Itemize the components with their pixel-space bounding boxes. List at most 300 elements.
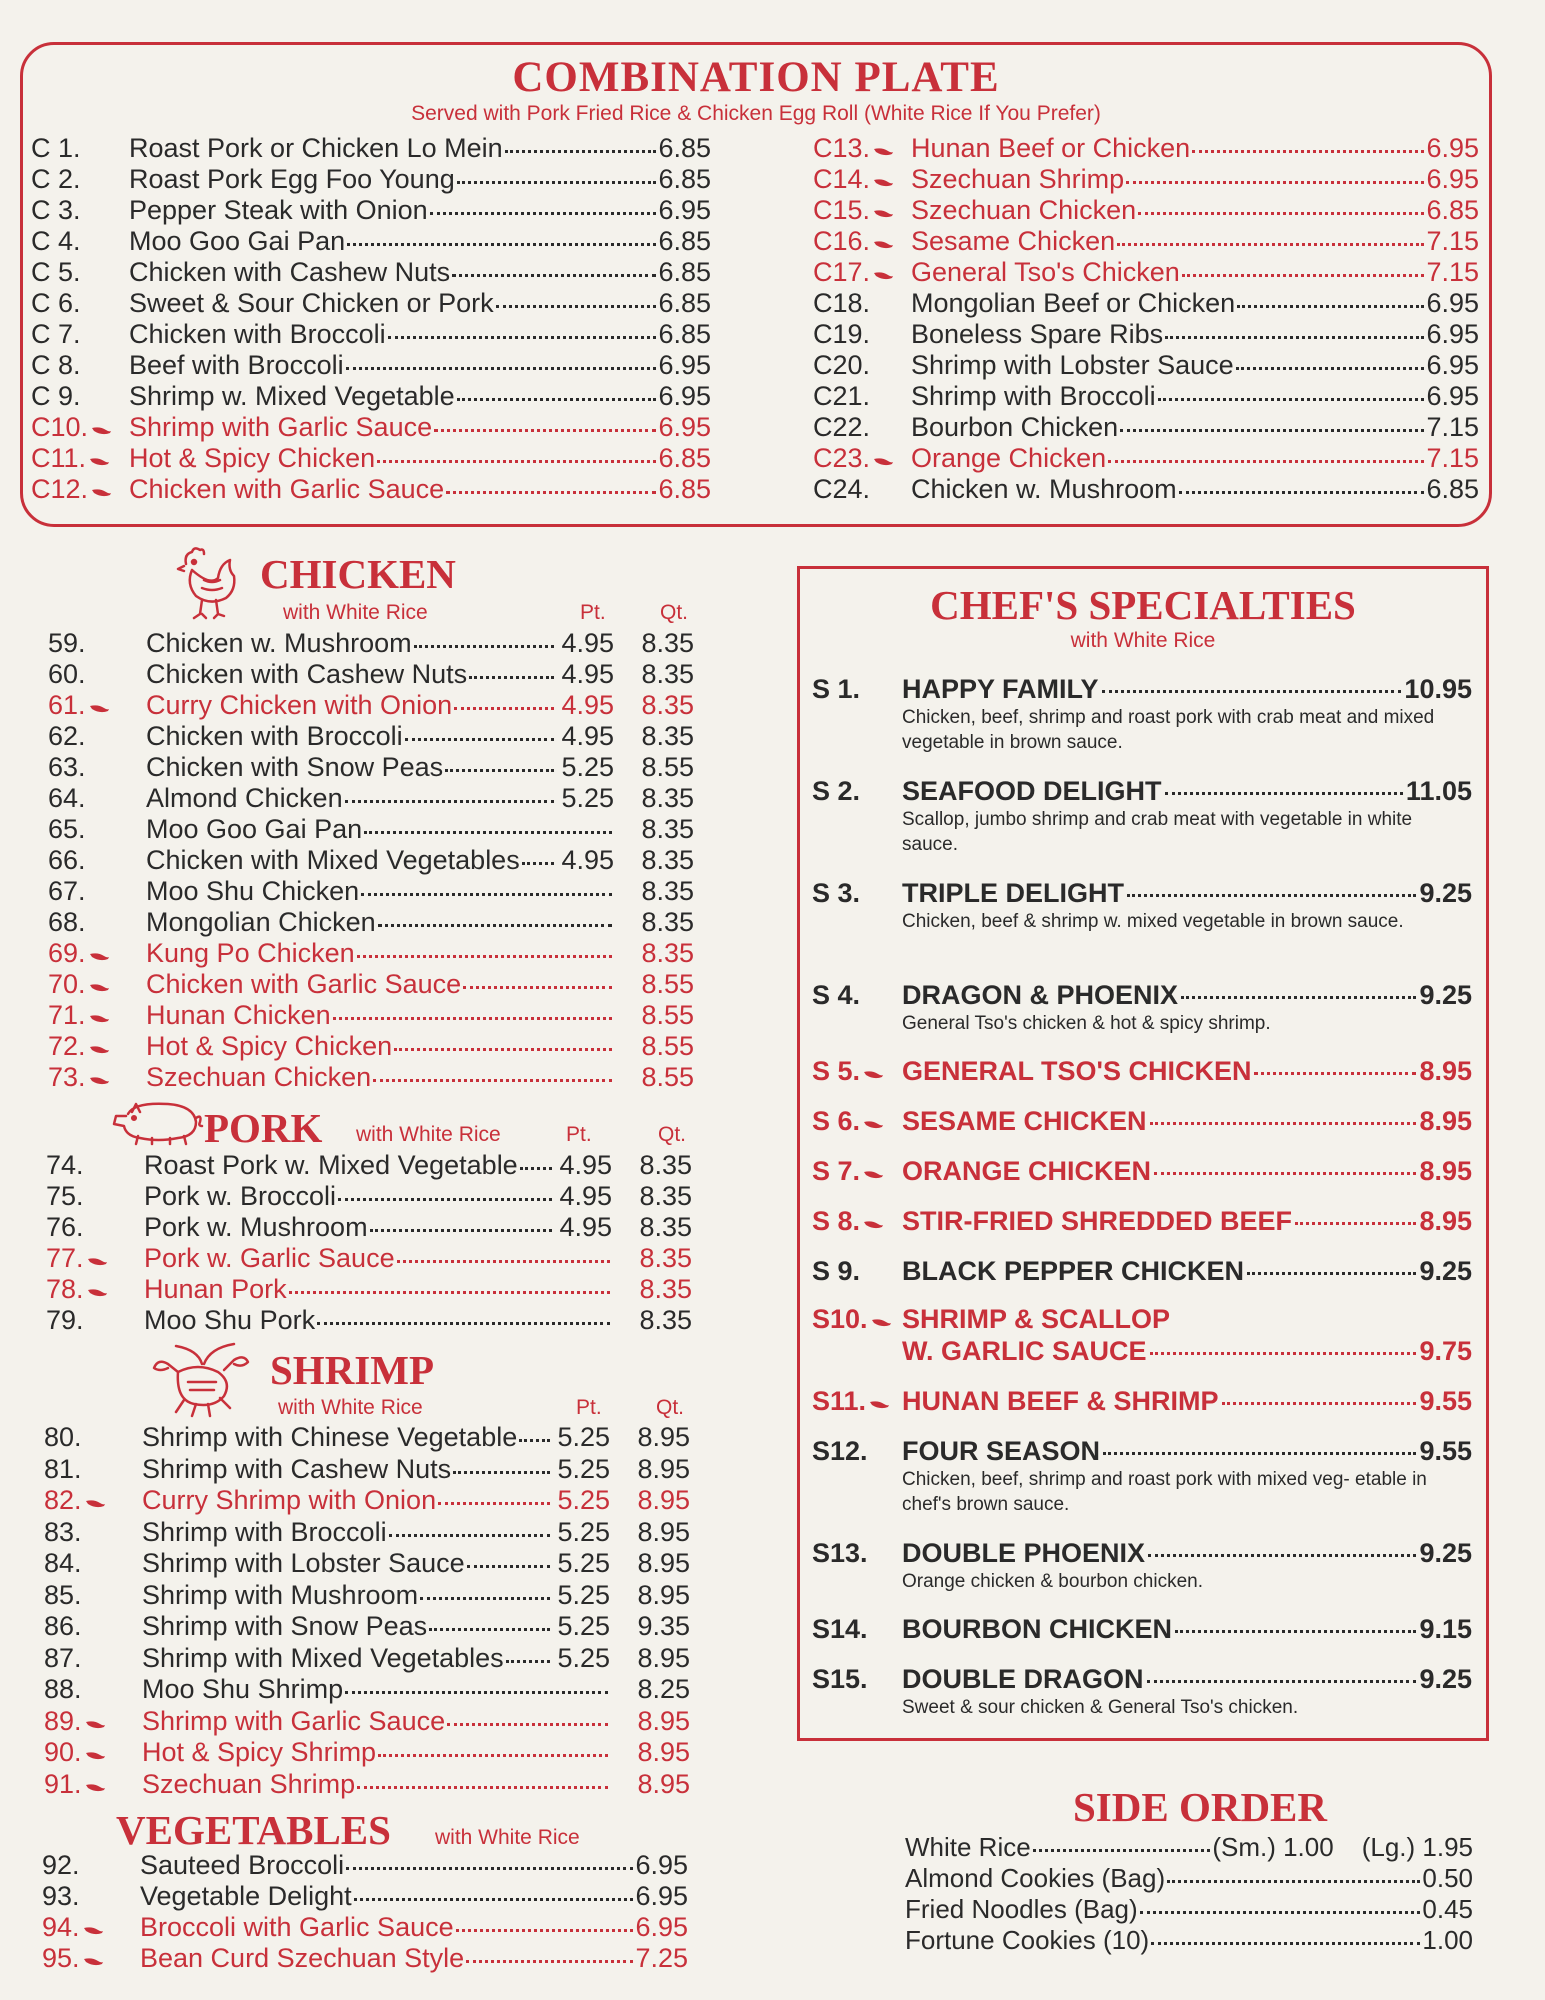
item-price: 6.95: [1426, 164, 1479, 194]
leader-dots: [1140, 1911, 1421, 1914]
item-name: Chicken with Cashew Nuts: [129, 257, 451, 287]
chef-item-row: [812, 1303, 1472, 1335]
item-quart-price: 8.95: [637, 1548, 690, 1578]
pepper-icon: [88, 1043, 110, 1055]
side-item: [905, 1894, 1473, 1925]
item-price: 6.85: [658, 164, 711, 194]
item-name: Bean Curd Szechuan Style: [140, 1943, 465, 1973]
leader-dots: [1182, 274, 1425, 277]
pepper-icon: [872, 238, 894, 250]
item-price: 6.95: [1426, 350, 1479, 380]
item-description: Chicken, beef, shrimp and roast pork with crab meat and mixed vegetable in brown sauce.: [902, 707, 1435, 753]
shrimp-item: [44, 1769, 690, 1801]
item-pint-price: 4.95: [561, 690, 614, 720]
lobster-icon: [148, 1342, 256, 1420]
item-price: 6.95: [635, 1912, 688, 1942]
chicken-pt-header: Pt.: [580, 601, 606, 624]
shrimp-qt-header: Qt.: [656, 1396, 685, 1419]
item-pint-price: 5.25: [557, 1516, 610, 1547]
shrimp-item: [44, 1548, 690, 1580]
combo-item: [31, 319, 711, 350]
chef-item-row: [812, 979, 1472, 1011]
shrimp-pt-header: Pt.: [576, 1396, 602, 1419]
pepper-icon: [872, 176, 894, 188]
item-pint-price: 5.25: [557, 1611, 610, 1641]
item-name: Hunan Chicken: [146, 1000, 331, 1030]
chicken-title: CHICKEN: [260, 551, 456, 597]
chicken-item: [48, 876, 694, 907]
pepper-icon: [88, 1012, 110, 1024]
item-name: Hot & Spicy Chicken: [129, 443, 376, 473]
item-code: 94.: [42, 1912, 140, 1943]
item-code: C19.: [813, 319, 871, 349]
item-name: Shrimp with Snow Peas: [142, 1611, 428, 1641]
item-name: DRAGON & PHOENIX: [902, 980, 1179, 1010]
item-quart-price: 8.35: [639, 1305, 692, 1335]
leader-dots: [357, 1786, 608, 1789]
item-price: 6.95: [658, 195, 711, 225]
item-code: 68.: [48, 907, 86, 937]
leader-dots: [434, 429, 656, 432]
item-code: 82.: [44, 1485, 142, 1517]
item-name: Shrimp with Lobster Sauce: [142, 1548, 465, 1578]
shrimp-item: [44, 1517, 690, 1549]
leader-dots: [389, 1534, 550, 1537]
leader-dots: [430, 212, 657, 215]
item-name: Chicken with Cashew Nuts: [146, 659, 468, 689]
item-price: 6.85: [658, 226, 711, 256]
item-pint-price: 5.25: [557, 1579, 610, 1610]
leader-dots: [378, 1754, 608, 1757]
leader-dots: [345, 1691, 608, 1694]
leader-dots: [370, 1229, 552, 1232]
item-name: TRIPLE DELIGHT: [902, 878, 1124, 908]
item-price: 9.15: [1419, 1614, 1472, 1644]
item-price: 6.85: [658, 474, 711, 504]
leader-dots: [364, 831, 612, 834]
item-name: Shrimp with Chinese Vegetable: [142, 1422, 518, 1452]
item-price: 6.85: [658, 288, 711, 318]
item-name: Beef with Broccoli: [129, 350, 344, 380]
item-code: S 6.: [812, 1105, 902, 1137]
chef-item-row: [812, 877, 1472, 909]
pork-item: [46, 1274, 692, 1305]
item-code: 70.: [48, 969, 146, 1000]
item-description: Chicken, beef & shrimp w. mixed vegetable in brown sauce.: [902, 911, 1404, 932]
pepper-icon: [862, 1118, 884, 1130]
item-pint-price: 5.25: [557, 1485, 610, 1515]
item-quart-price: 8.55: [641, 752, 694, 782]
item-name: ORANGE CHICKEN: [902, 1156, 1152, 1186]
chef-item: [812, 1435, 1472, 1517]
combo-item: [31, 288, 711, 319]
leader-dots: [346, 367, 657, 370]
item-code: 84.: [44, 1548, 82, 1578]
item-quart-price: 8.95: [637, 1516, 690, 1547]
item-code: 81.: [44, 1453, 82, 1484]
item-price: 6.95: [658, 381, 711, 411]
item-code: C12.: [31, 474, 129, 505]
leader-dots: [453, 1471, 550, 1474]
combination-title: COMBINATION PLATE: [512, 54, 1000, 101]
item-name: STIR-FRIED SHREDDED BEEF: [902, 1206, 1293, 1236]
pork-item: [46, 1212, 692, 1243]
shrimp-subtitle: with White Rice: [278, 1396, 423, 1419]
item-name: Shrimp with Garlic Sauce: [142, 1705, 446, 1736]
leader-dots: [1108, 460, 1424, 463]
item-code: C24.: [813, 474, 871, 504]
pork-qt-header: Qt.: [658, 1123, 687, 1146]
chicken-item: [48, 938, 694, 969]
item-code: C 1.: [31, 133, 81, 163]
pig-icon: [108, 1096, 204, 1146]
item-price: 8.95: [1419, 1056, 1472, 1086]
leader-dots: [506, 1660, 550, 1663]
item-pint-price: 5.25: [561, 783, 614, 813]
pepper-icon: [84, 1497, 106, 1509]
vegetable-item: [42, 1912, 688, 1943]
item-code: S 3.: [812, 878, 861, 908]
leader-dots: [496, 305, 657, 308]
combo-item: [813, 164, 1479, 195]
item-quart-price: 8.35: [641, 814, 694, 844]
shrimp-item: [44, 1737, 690, 1769]
leader-dots: [1192, 150, 1424, 153]
leader-dots: [354, 1898, 634, 1901]
item-name: Moo Shu Chicken: [146, 876, 360, 906]
pork-list: [46, 1150, 692, 1336]
pepper-icon: [84, 1718, 106, 1730]
vegetables-subtitle: with White Rice: [435, 1826, 580, 1849]
item-code: C14.: [813, 164, 911, 195]
item-quart-price: 8.55: [641, 1031, 694, 1061]
leader-dots: [377, 460, 656, 463]
leader-dots: [1150, 1122, 1417, 1125]
item-name: BOURBON CHICKEN: [902, 1614, 1172, 1644]
item-code: C22.: [813, 412, 871, 442]
pepper-icon: [82, 1955, 104, 1967]
leader-dots: [445, 769, 554, 772]
item-name: DOUBLE DRAGON: [902, 1664, 1144, 1694]
combo-item: [31, 195, 711, 226]
shrimp-item: [44, 1580, 690, 1612]
item-name: Sweet & Sour Chicken or Pork: [129, 288, 494, 318]
leader-dots: [1103, 1452, 1416, 1455]
item-name: Chicken w. Mushroom: [146, 628, 412, 658]
leader-dots: [446, 491, 656, 494]
chicken-item: [48, 845, 694, 876]
side-item: [905, 1863, 1473, 1894]
chef-item: [812, 1155, 1472, 1187]
leader-dots: [317, 1322, 610, 1325]
item-code: 60.: [48, 659, 86, 689]
combo-item: [813, 443, 1479, 474]
chef-item: [812, 979, 1472, 1036]
item-quart-price: 8.95: [637, 1768, 690, 1799]
combo-item: [31, 381, 711, 412]
chicken-item: [48, 1062, 694, 1093]
item-price: 6.95: [1426, 133, 1479, 163]
item-name: Shrimp w. Mixed Vegetable: [129, 381, 455, 411]
pepper-icon: [82, 1924, 104, 1936]
item-code: 77.: [46, 1243, 144, 1274]
pork-item: [46, 1305, 692, 1336]
pepper-icon: [86, 1255, 108, 1267]
item-quart-price: 8.95: [637, 1705, 690, 1736]
chicken-item: [48, 721, 694, 752]
item-quart-price: 8.35: [639, 1150, 692, 1180]
item-price: 6.85: [658, 257, 711, 287]
pepper-icon: [862, 1068, 884, 1080]
chicken-item: [48, 1031, 694, 1062]
chef-item-row: [812, 1435, 1472, 1467]
pepper-icon: [88, 702, 110, 714]
item-name: Szechuan Shrimp: [911, 164, 1125, 194]
leader-dots: [505, 150, 657, 153]
item-code: 63.: [48, 752, 86, 782]
leader-dots: [1151, 1942, 1420, 1945]
item-pint-price: 4.95: [561, 845, 614, 875]
item-pint-price: 5.25: [557, 1548, 610, 1578]
leader-dots: [463, 986, 612, 989]
shrimp-item: [44, 1485, 690, 1517]
leader-dots: [1165, 336, 1424, 339]
leader-dots: [414, 645, 554, 648]
leader-dots: [1295, 1222, 1416, 1225]
item-code: 71.: [48, 1000, 146, 1031]
item-name: Mongolian Beef or Chicken: [911, 288, 1236, 318]
item-name: Pork w. Garlic Sauce: [144, 1243, 395, 1273]
item-code: S 1.: [812, 674, 861, 704]
item-name: Hunan Pork: [144, 1274, 287, 1304]
leader-dots: [394, 1048, 612, 1051]
chef-item: [812, 1105, 1472, 1137]
combo-item: [31, 164, 711, 195]
item-code: S13.: [812, 1538, 868, 1568]
item-code: C17.: [813, 257, 911, 288]
pepper-icon: [868, 1398, 890, 1410]
leader-dots: [289, 1291, 610, 1294]
combo-item: [813, 288, 1479, 319]
item-pint-price: 4.95: [559, 1212, 612, 1242]
combo-item: [813, 350, 1479, 381]
item-code: C16.: [813, 226, 911, 257]
item-name: HUNAN BEEF & SHRIMP: [902, 1386, 1219, 1416]
item-quart-price: 8.35: [641, 721, 694, 751]
item-quart-price: 8.35: [639, 1243, 692, 1273]
chef-item: [812, 1205, 1472, 1237]
chicken-item: [48, 783, 694, 814]
item-price: 6.85: [1426, 195, 1479, 225]
chicken-item: [48, 1000, 694, 1031]
pepper-icon: [88, 981, 110, 993]
leader-dots: [1127, 894, 1416, 897]
item-code: S12.: [812, 1436, 868, 1466]
item-price: 9.25: [1419, 1256, 1472, 1286]
item-name: Hot & Spicy Chicken: [146, 1031, 393, 1061]
chef-item-row: [812, 1385, 1472, 1417]
pepper-icon: [870, 1316, 892, 1328]
item-quart-price: 8.55: [641, 969, 694, 999]
item-code: S 5.: [812, 1055, 902, 1087]
combo-item: [31, 474, 711, 505]
item-code: C 7.: [31, 319, 81, 349]
vegetables-list: [42, 1850, 688, 1974]
item-price: 6.95: [1426, 288, 1479, 318]
leader-dots: [1237, 305, 1424, 308]
item-description: Chicken, beef, shrimp and roast pork with mixed veg- etable in chef's brown sauce.: [902, 1469, 1427, 1515]
item-price: 6.95: [1426, 319, 1479, 349]
item-price: 8.95: [1419, 1156, 1472, 1186]
pepper-icon: [872, 145, 894, 157]
leader-dots: [520, 1167, 552, 1170]
item-quart-price: 8.35: [641, 690, 694, 720]
chef-item: [812, 1537, 1472, 1594]
leader-dots: [1102, 690, 1402, 693]
item-pint-price: 4.95: [559, 1181, 612, 1211]
item-name: Curry Chicken with Onion: [146, 690, 453, 720]
item-code: C 8.: [31, 350, 81, 380]
leader-dots: [345, 800, 554, 803]
shrimp-item: [44, 1454, 690, 1486]
item-name: Boneless Spare Ribs: [911, 319, 1164, 349]
item-price: 9.75: [1419, 1336, 1472, 1366]
item-price: 7.15: [1426, 257, 1479, 287]
item-price: 9.25: [1419, 1538, 1472, 1568]
item-quart-price: 8.95: [637, 1737, 690, 1767]
item-name: Roast Pork or Chicken Lo Mein: [129, 133, 503, 163]
pepper-icon: [862, 1168, 884, 1180]
chef-item-row: [812, 1335, 1472, 1367]
item-price: 9.25: [1419, 878, 1472, 908]
item-code: C 5.: [31, 257, 81, 287]
leader-dots: [1254, 1072, 1416, 1075]
item-code: C13.: [813, 133, 911, 164]
chicken-item: [48, 907, 694, 938]
item-name: Chicken with Broccoli: [146, 721, 403, 751]
leader-dots: [333, 1017, 612, 1020]
chef-item: [812, 775, 1472, 857]
leader-dots: [361, 893, 612, 896]
side-item-price: 0.45: [1422, 1894, 1473, 1924]
chicken-qt-header: Qt.: [660, 601, 689, 624]
item-name: Shrimp with Garlic Sauce: [129, 412, 433, 442]
item-quart-price: 8.35: [639, 1181, 692, 1211]
combo-item: [31, 412, 711, 443]
item-quart-price: 8.35: [641, 907, 694, 937]
item-name: BLACK PEPPER CHICKEN: [902, 1256, 1245, 1286]
item-quart-price: 8.35: [639, 1212, 692, 1242]
item-price: 7.15: [1426, 412, 1479, 442]
chef-item: [812, 1255, 1472, 1287]
chef-item: [812, 877, 1472, 934]
item-name: SEAFOOD DELIGHT: [902, 776, 1162, 806]
item-code: 86.: [44, 1611, 82, 1641]
item-price: 11.05: [1405, 776, 1472, 806]
item-name: FOUR SEASON: [902, 1436, 1101, 1466]
item-name: Roast Pork w. Mixed Vegetable: [144, 1150, 518, 1180]
shrimp-list: [44, 1422, 690, 1800]
chef-item: [812, 673, 1472, 755]
chef-item: [812, 1303, 1472, 1367]
leader-dots: [1138, 212, 1424, 215]
item-name: Moo Goo Gai Pan: [129, 226, 346, 256]
item-price: 6.95: [658, 350, 711, 380]
pork-item: [46, 1243, 692, 1274]
side-row-white-rice: [905, 1832, 1473, 1863]
item-quart-price: 8.95: [637, 1453, 690, 1484]
item-name: Chicken with Broccoli: [129, 319, 386, 349]
pepper-icon: [872, 455, 894, 467]
leader-dots: [1222, 1402, 1417, 1405]
item-code: S 8.: [812, 1205, 902, 1237]
item-name: Moo Shu Pork: [144, 1305, 316, 1335]
item-price: 6.95: [1426, 381, 1479, 411]
item-price: 7.25: [635, 1943, 688, 1973]
item-code: 90.: [44, 1737, 142, 1769]
item-price: 7.15: [1426, 443, 1479, 473]
item-quart-price: 8.95: [637, 1422, 690, 1452]
item-quart-price: 8.35: [641, 938, 694, 968]
item-code: 83.: [44, 1516, 82, 1547]
shrimp-item: [44, 1706, 690, 1738]
item-quart-price: 8.35: [639, 1274, 692, 1304]
shrimp-item: [44, 1643, 690, 1675]
item-code: 73.: [48, 1062, 146, 1093]
combo-item: [31, 350, 711, 381]
item-name: Chicken with Mixed Vegetables: [146, 845, 520, 875]
shrimp-item: [44, 1422, 690, 1454]
item-code: 85.: [44, 1579, 82, 1610]
item-price: 6.95: [635, 1881, 688, 1911]
leader-dots: [1181, 996, 1416, 999]
combo-item: [31, 133, 711, 164]
item-name: Shrimp with Broccoli: [911, 381, 1156, 411]
leader-dots: [447, 1723, 608, 1726]
side-item-price: 1.00: [1422, 1925, 1473, 1955]
item-name: Sesame Chicken: [911, 226, 1116, 256]
item-pint-price: 5.25: [557, 1422, 610, 1452]
item-quart-price: 9.35: [637, 1611, 690, 1641]
leader-dots: [457, 398, 657, 401]
item-code: 69.: [48, 938, 146, 969]
item-code: 89.: [44, 1706, 142, 1738]
chef-item-row: [812, 1613, 1472, 1645]
combination-plate-box: [20, 42, 1492, 527]
chef-item-row: [812, 1055, 1472, 1087]
leader-dots: [357, 955, 612, 958]
chefs-specialties-box: [797, 566, 1489, 1741]
chicken-list: [48, 628, 694, 1093]
leader-dots: [452, 274, 656, 277]
pepper-icon: [88, 950, 110, 962]
item-code: 78.: [46, 1274, 144, 1305]
leader-dots: [378, 924, 612, 927]
item-code: S11.: [812, 1385, 902, 1417]
item-name: Pork w. Mushroom: [144, 1212, 368, 1242]
item-pint-price: 4.95: [561, 628, 614, 658]
item-quart-price: 8.25: [637, 1674, 690, 1704]
item-name: Chicken w. Mushroom: [911, 474, 1177, 504]
combo-item: [813, 474, 1479, 505]
item-name: Chicken with Garlic Sauce: [146, 969, 462, 999]
item-price: 9.25: [1419, 980, 1472, 1010]
leader-dots: [1179, 491, 1425, 494]
item-quart-price: 8.95: [637, 1579, 690, 1610]
item-name: General Tso's Chicken: [911, 257, 1180, 287]
leader-dots: [454, 707, 554, 710]
item-code: 64.: [48, 783, 86, 813]
